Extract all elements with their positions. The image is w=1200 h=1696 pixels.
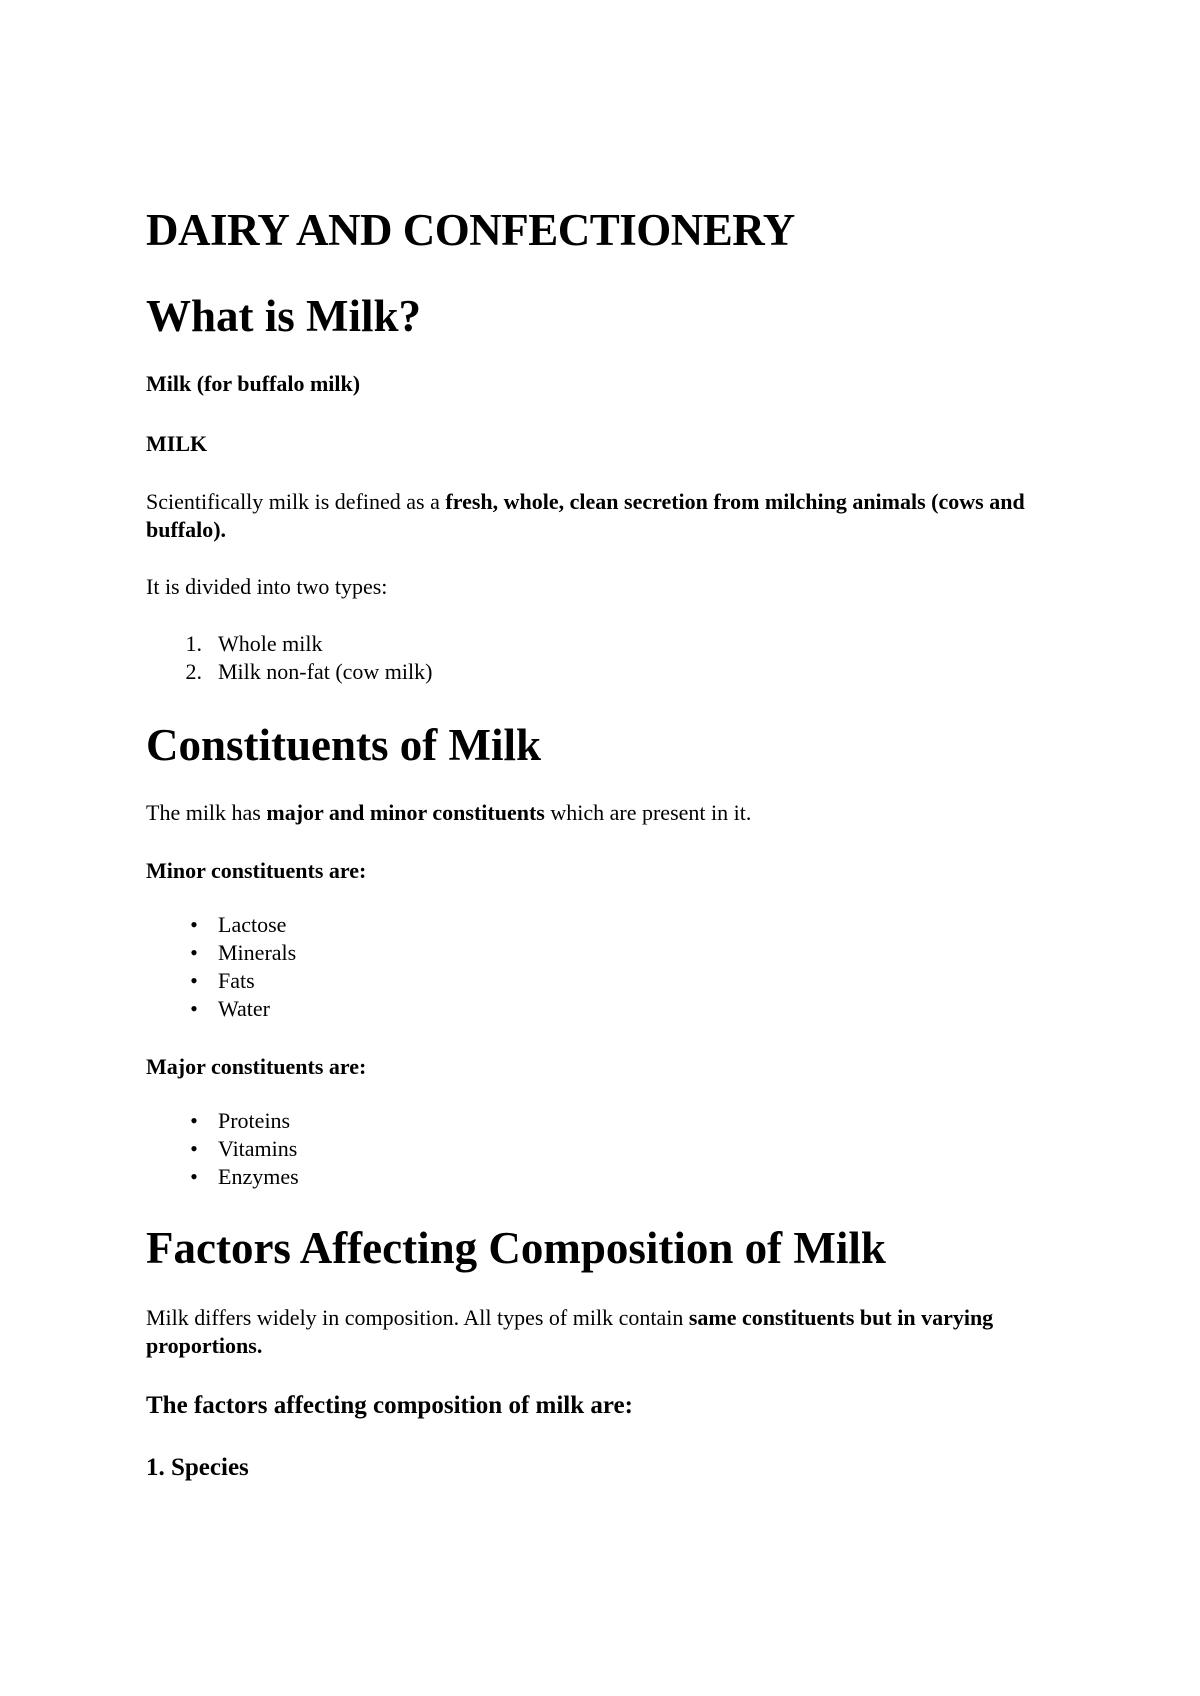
bullet-icon: • xyxy=(190,1164,198,1189)
intro-text: The milk has xyxy=(146,800,267,825)
constituents-intro xyxy=(146,799,1046,827)
list-item-text: Proteins xyxy=(218,1108,291,1133)
list-item xyxy=(146,967,296,995)
bullet-icon: • xyxy=(190,940,198,965)
bullet-icon: • xyxy=(190,912,198,937)
factors-intro-bold-text: same constituents but in varying proportions. xyxy=(146,1305,994,1358)
list-item xyxy=(146,1135,299,1163)
major-constituents-list xyxy=(146,1107,299,1191)
list-item xyxy=(146,939,296,967)
bullet-icon: • xyxy=(190,1108,198,1133)
list-item-text: Vitamins xyxy=(218,1136,298,1161)
list-item-text: Whole milk xyxy=(218,631,323,656)
factor-species: 1. Species xyxy=(146,1454,249,1481)
factors-label: The factors affecting composition of milk are: xyxy=(146,1392,633,1419)
list-item-text: Lactose xyxy=(218,912,287,937)
heading-factors: Factors Affecting Composition of Milk xyxy=(146,1223,886,1273)
list-item xyxy=(146,995,296,1023)
milk-label: MILK xyxy=(146,431,208,456)
major-constituents-label: Major constituents are: xyxy=(146,1054,367,1079)
milk-definition xyxy=(146,488,1046,544)
list-item: 2. Milk non-fat (cow milk) xyxy=(185,659,433,684)
factors-intro xyxy=(146,1304,1046,1360)
list-item-text: Enzymes xyxy=(218,1164,299,1189)
types-intro: It is divided into two types: xyxy=(146,574,388,599)
milk-types-list xyxy=(146,630,432,686)
minor-constituents-label: Minor constituents are: xyxy=(146,858,367,883)
document-page xyxy=(146,0,1046,1696)
list-item: 1. Whole milk xyxy=(185,631,323,656)
document-title: DAIRY AND CONFECTIONERY xyxy=(146,205,795,255)
heading-constituents: Constituents of Milk xyxy=(146,720,542,770)
heading-what-is-milk: What is Milk? xyxy=(146,291,422,341)
milk-subtitle: Milk (for buffalo milk) xyxy=(146,371,361,396)
factors-intro-text: Milk differs widely in composition. All types of milk contain xyxy=(146,1305,689,1330)
intro-end-text: which are present in it. xyxy=(544,800,752,825)
list-item-text: Milk non-fat (cow milk) xyxy=(218,659,433,684)
list-item xyxy=(146,1163,299,1191)
list-item-text: Water xyxy=(218,996,270,1021)
definition-text: Scientifically milk is defined as a xyxy=(146,489,446,514)
bullet-icon: • xyxy=(190,968,198,993)
list-item-text: Fats xyxy=(218,968,255,993)
bullet-icon: • xyxy=(190,996,198,1021)
minor-constituents-list xyxy=(146,911,296,1023)
bullet-icon: • xyxy=(190,1136,198,1161)
list-item-text: Minerals xyxy=(218,940,297,965)
definition-bold-text: fresh, whole, clean secretion from milching animals (cows and buffalo). xyxy=(146,489,1025,542)
list-item xyxy=(146,911,296,939)
intro-bold-text: major and minor constituents xyxy=(266,800,545,825)
list-item xyxy=(146,1107,299,1135)
